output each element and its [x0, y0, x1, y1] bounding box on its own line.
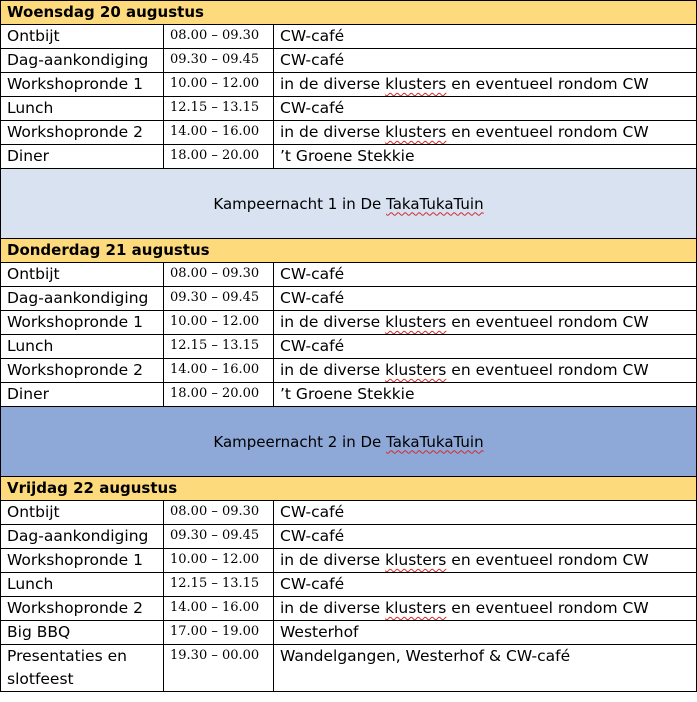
table-row: [1, 311, 697, 335]
activity-cell: Workshopronde 1: [1, 549, 164, 573]
location-text: in de diverse: [280, 313, 386, 331]
time-cell: 09.30 – 09.45: [164, 287, 274, 311]
activity-cell: Workshopronde 1: [1, 311, 164, 335]
location-cell: [274, 311, 697, 335]
table-row: [1, 263, 697, 287]
time-cell: 10.00 – 12.00: [164, 549, 274, 573]
table-row: [1, 501, 697, 525]
location-cell: [274, 359, 697, 383]
camping-night-row: [1, 169, 697, 239]
activity-cell: Diner: [1, 383, 164, 407]
activity-cell: Lunch: [1, 573, 164, 597]
location-text: en eventueel rondom CW: [446, 313, 649, 331]
location-text: in de diverse: [280, 361, 386, 379]
activity-cell: Dag-aankondiging: [1, 287, 164, 311]
table-row: [1, 49, 697, 73]
activity-cell: Big BBQ: [1, 621, 164, 645]
location-cell: CW-café: [274, 525, 697, 549]
activity-cell: Workshopronde 2: [1, 359, 164, 383]
activity-cell: Diner: [1, 145, 164, 169]
camping-night-cell: [1, 169, 697, 239]
day-title: Vrijdag 22 augustus: [1, 477, 697, 501]
table-row: [1, 121, 697, 145]
location-cell: [274, 597, 697, 621]
spellcheck-word: TakaTukaTuin: [386, 194, 484, 213]
location-text: in de diverse: [280, 75, 386, 93]
time-cell: 18.00 – 20.00: [164, 145, 274, 169]
day-title: Woensdag 20 augustus: [1, 1, 697, 25]
location-cell: [274, 121, 697, 145]
location-text: en eventueel rondom CW: [446, 361, 649, 379]
day-header: [1, 239, 697, 263]
location-cell: [274, 73, 697, 97]
camping-night-text: Kampeernacht 1 in De: [213, 194, 387, 213]
time-cell: 12.15 – 13.15: [164, 335, 274, 359]
location-cell: Westerhof: [274, 621, 697, 645]
table-row: [1, 645, 697, 692]
table-row: [1, 597, 697, 621]
location-text: en eventueel rondom CW: [446, 123, 649, 141]
table-row: [1, 573, 697, 597]
location-cell: CW-café: [274, 335, 697, 359]
activity-cell: Workshopronde 2: [1, 597, 164, 621]
location-cell: ’t Groene Stekkie: [274, 383, 697, 407]
location-cell: CW-café: [274, 573, 697, 597]
time-cell: 09.30 – 09.45: [164, 525, 274, 549]
activity-cell: Presentaties en slotfeest: [1, 645, 164, 692]
spellcheck-word: klusters: [385, 551, 447, 569]
spellcheck-word: TakaTukaTuin: [386, 432, 484, 451]
location-text: en eventueel rondom CW: [446, 551, 649, 569]
table-row: [1, 359, 697, 383]
table-row: [1, 621, 697, 645]
location-cell: CW-café: [274, 501, 697, 525]
time-cell: 14.00 – 16.00: [164, 597, 274, 621]
time-cell: 17.00 – 19.00: [164, 621, 274, 645]
location-cell: ’t Groene Stekkie: [274, 145, 697, 169]
activity-cell: Lunch: [1, 97, 164, 121]
activity-cell: Lunch: [1, 335, 164, 359]
location-cell: [274, 549, 697, 573]
location-cell: CW-café: [274, 49, 697, 73]
day-header: [1, 477, 697, 501]
time-cell: 18.00 – 20.00: [164, 383, 274, 407]
time-cell: 08.00 – 09.30: [164, 501, 274, 525]
location-cell: CW-café: [274, 263, 697, 287]
spellcheck-word: klusters: [385, 361, 447, 379]
time-cell: 14.00 – 16.00: [164, 121, 274, 145]
table-row: [1, 549, 697, 573]
table-row: [1, 145, 697, 169]
activity-cell: Dag-aankondiging: [1, 525, 164, 549]
activity-cell: Workshopronde 2: [1, 121, 164, 145]
time-cell: 19.30 – 00.00: [164, 645, 274, 692]
location-text: en eventueel rondom CW: [446, 75, 649, 93]
camping-night-text: Kampeernacht 2 in De: [213, 432, 387, 451]
location-cell: Wandelgangen, Westerhof & CW-café: [274, 645, 697, 692]
day-header: [1, 1, 697, 25]
table-row: [1, 287, 697, 311]
location-text: en eventueel rondom CW: [446, 599, 649, 617]
camping-night-cell: [1, 407, 697, 477]
activity-cell: Ontbijt: [1, 263, 164, 287]
activity-cell: Ontbijt: [1, 501, 164, 525]
time-cell: 08.00 – 09.30: [164, 263, 274, 287]
location-cell: CW-café: [274, 287, 697, 311]
spellcheck-word: klusters: [385, 313, 447, 331]
table-row: [1, 73, 697, 97]
camping-night-row: [1, 407, 697, 477]
table-row: [1, 25, 697, 49]
day-title: Donderdag 21 augustus: [1, 239, 697, 263]
time-cell: 10.00 – 12.00: [164, 311, 274, 335]
time-cell: 14.00 – 16.00: [164, 359, 274, 383]
time-cell: 10.00 – 12.00: [164, 73, 274, 97]
location-cell: CW-café: [274, 25, 697, 49]
location-cell: CW-café: [274, 97, 697, 121]
activity-cell: Workshopronde 1: [1, 73, 164, 97]
spellcheck-word: klusters: [385, 75, 447, 93]
location-text: in de diverse: [280, 599, 386, 617]
time-cell: 09.30 – 09.45: [164, 49, 274, 73]
time-cell: 08.00 – 09.30: [164, 25, 274, 49]
table-row: [1, 335, 697, 359]
time-cell: 12.15 – 13.15: [164, 97, 274, 121]
spellcheck-word: klusters: [385, 599, 447, 617]
spellcheck-word: klusters: [385, 123, 447, 141]
location-text: in de diverse: [280, 123, 386, 141]
table-row: [1, 97, 697, 121]
location-text: in de diverse: [280, 551, 386, 569]
time-cell: 12.15 – 13.15: [164, 573, 274, 597]
table-row: [1, 525, 697, 549]
activity-cell: Ontbijt: [1, 25, 164, 49]
table-row: [1, 383, 697, 407]
activity-cell: Dag-aankondiging: [1, 49, 164, 73]
